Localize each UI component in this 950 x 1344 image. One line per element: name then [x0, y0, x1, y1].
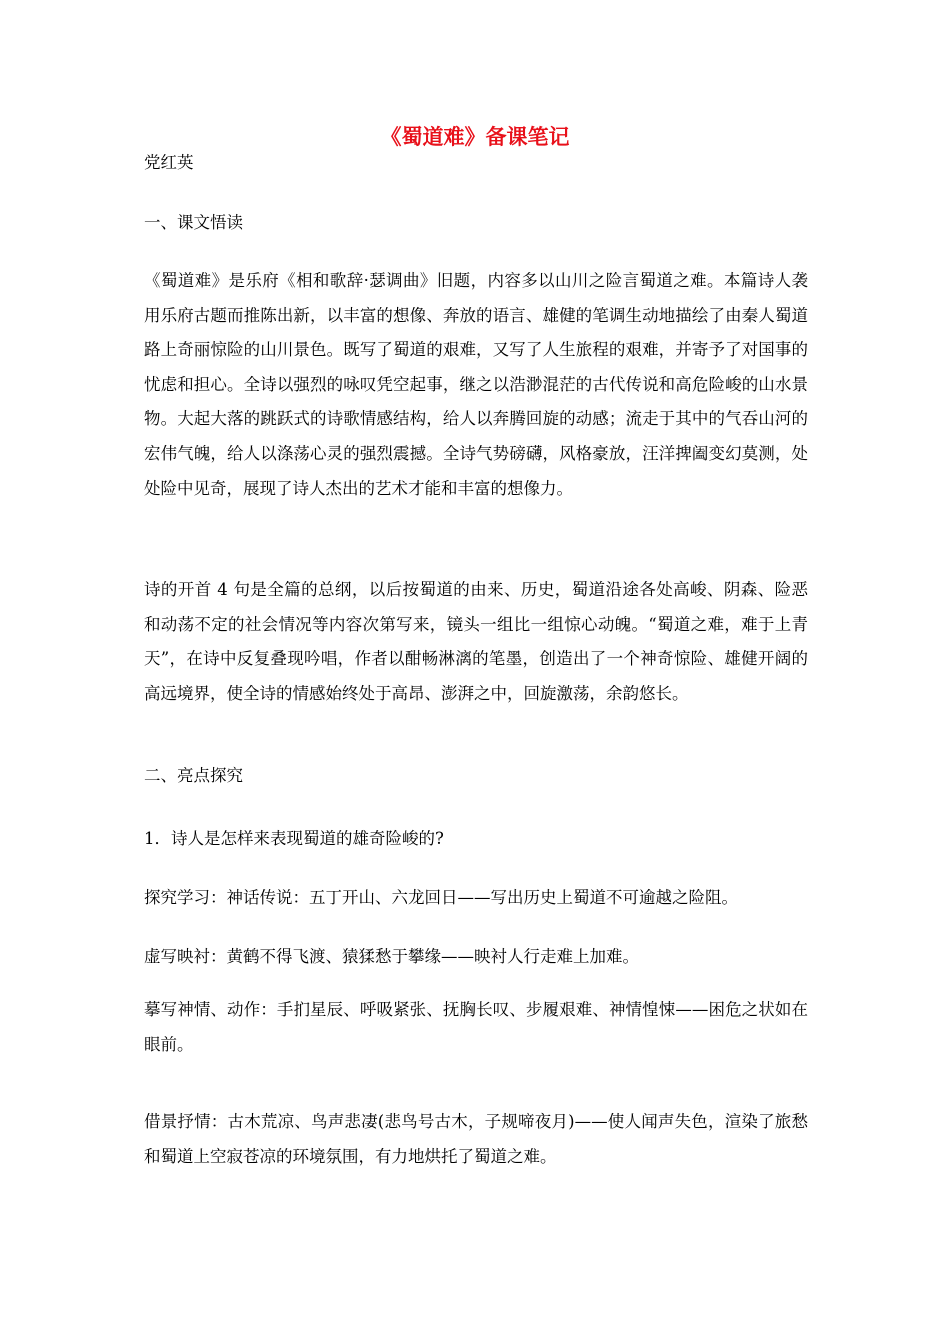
- answer-scenery: 借景抒情：古木荒凉、鸟声悲凄(悲鸟号古木，子规啼夜月)——使人闻声失色，渲染了旅愁和蜀道上空寂苍凉的环境氛围，有力地烘托了蜀道之难。: [144, 1112, 808, 1166]
- section-heading-reading: 一、课文悟读: [144, 213, 243, 232]
- section-heading-explore: 二、亮点探究: [144, 766, 243, 785]
- author-name: 党红英: [144, 153, 194, 172]
- document-title: 《蜀道难》备课笔记: [380, 125, 570, 149]
- paragraph-structure: 诗的开首 4 句是全篇的总纲，以后按蜀道的由来、历史，蜀道沿途各处高峻、阴森、险恶和动荡不定的社会情况等内容次第写来，镜头一组比一组惊心动魄。“蜀道之难，难于上青天”，在诗中反复叠现吟唱，作者以酣畅淋漓的笔墨，创造出了一个神奇惊险、雄健开阔的高远境界，使全诗的情感始终处于高昂、澎湃之中，回旋激荡，余韵悠长。: [144, 580, 808, 703]
- answer-myth: 探究学习：神话传说：五丁开山、六龙回日——写出历史上蜀道不可逾越之险阻。: [144, 888, 738, 907]
- question-item: 1．诗人是怎样来表现蜀道的雄奇险峻的?: [144, 829, 444, 848]
- answer-expression: 摹写神情、动作：手扪星辰、呼吸紧张、抚胸长叹、步履艰难、神情惶悚——困危之状如在眼前。: [144, 1000, 808, 1054]
- paragraph-overview: 《蜀道难》是乐府《相和歌辞·瑟调曲》旧题，内容多以山川之险言蜀道之难。本篇诗人袭用乐府古题而推陈出新，以丰富的想像、奔放的语言、雄健的笔调生动地描绘了由秦人蜀道路上奇丽惊险的山川景色。既写了蜀道的艰难，又写了人生旅程的艰难，并寄予了对国事的忧虑和担心。全诗以强烈的咏叹凭空起事，继之以浩渺混茫的古代传说和高危险峻的山水景物。大起大落的跳跃式的诗歌情感结构，给人以奔腾回旋的动感；流走于其中的气吞山河的宏伟气魄，给人以涤荡心灵的强烈震撼。全诗气势磅礴，风格豪放，汪洋捭阖变幻莫测，处处险中见奇，展现了诗人杰出的艺术才能和丰富的想像力。: [144, 271, 808, 498]
- answer-contrast: 虚写映衬：黄鹤不得飞渡、猿猱愁于攀缘——映衬人行走难上加难。: [144, 947, 639, 966]
